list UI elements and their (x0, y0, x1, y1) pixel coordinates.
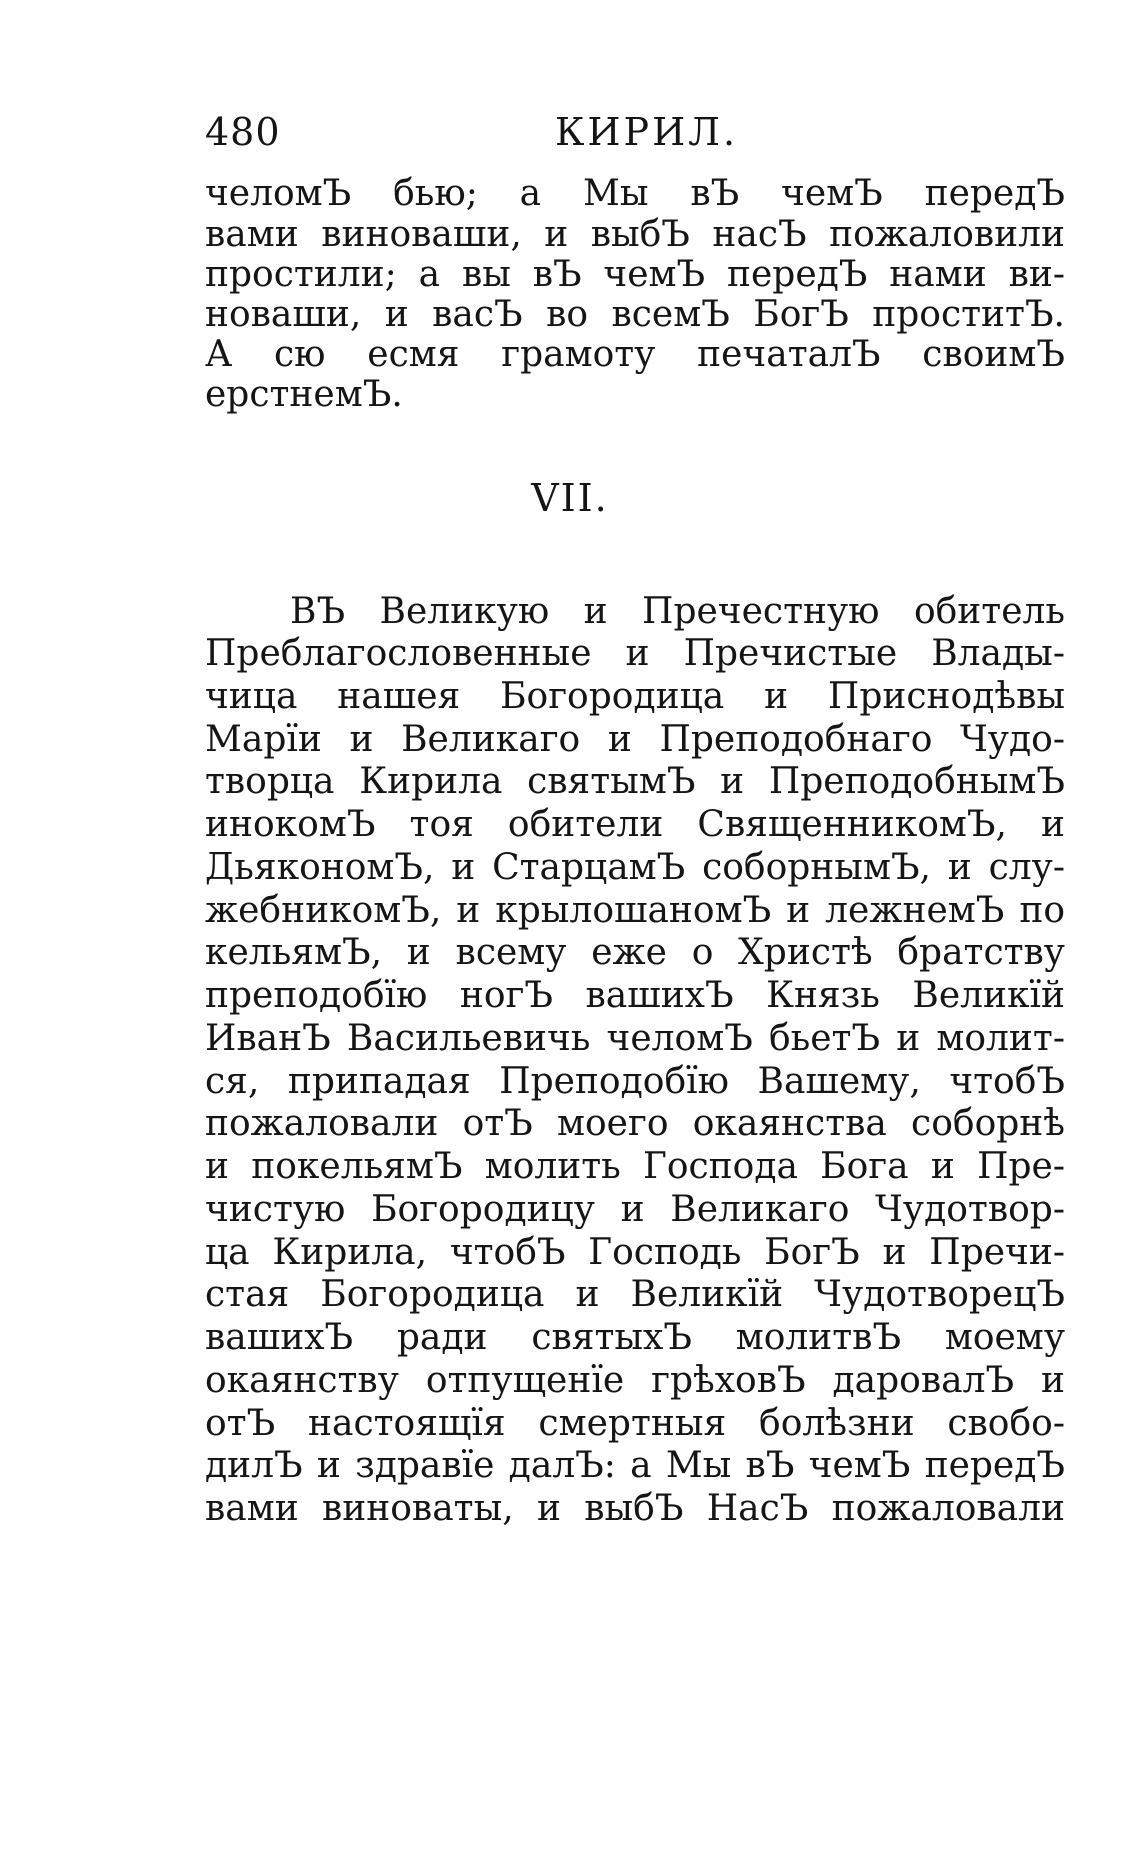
text-line: новаши, и васЪ во всемЪ БогЪ проститЪ. (205, 294, 1065, 335)
text-line: ся, припадая Преподобïю Вашему, чтобЪ (205, 1061, 1065, 1102)
text-line: стая Богородица и Великïй ЧудотворецЪ (205, 1274, 1065, 1315)
text-line: окаянству отпущенïе грѣховЪ даровалЪ и (205, 1360, 1065, 1401)
page-header (205, 110, 1065, 170)
text-line: Преблагословенные и Пречистые Влады- (205, 633, 1065, 674)
text-line: и покельямЪ молить Господа Бога и Пре- (205, 1146, 1065, 1187)
text-line: отЪ настоящïя смертныя болѣзни свобо- (205, 1403, 1065, 1444)
section-number: VII. (531, 476, 609, 520)
text-line: ерстнемЪ. (205, 374, 403, 415)
text-line: чистую Богородицу и Великаго Чудотвор- (205, 1189, 1065, 1230)
text-line: Марïи и Великаго и Преподобнаго Чудо- (205, 719, 1065, 760)
text-line: преподобïю ногЪ вашихЪ Князь Великïй (205, 975, 1065, 1016)
text-line: ИванЪ Васильевичь челомЪ бьетЪ и молит- (205, 1018, 1065, 1059)
text-line: жебникомЪ, и крылошаномЪ и лежнемЪ по (205, 890, 1065, 931)
text-line: пожаловали отЪ моего окаянства соборнѣ (205, 1103, 1065, 1144)
text-line: инокомЪ тоя обители СвященникомЪ, и (205, 804, 1065, 845)
running-title: КИРИЛ. (555, 110, 739, 154)
text-line: ВЪ Великую и Пречестную обитель (290, 591, 1065, 632)
text-line: челомЪ бью; а Мы вЪ чемЪ передЪ (205, 173, 1065, 214)
page-number: 480 (205, 110, 281, 154)
text-line: А сю есмя грамоту печаталЪ своимЪ (205, 334, 1065, 375)
text-line: ца Кирила, чтобЪ Господь БогЪ и Пречи- (205, 1232, 1065, 1273)
text-line: творца Кирила святымЪ и ПреподобнымЪ (205, 761, 1065, 802)
text-line: вами виноваты, и выбЪ НасЪ пожаловали (205, 1488, 1065, 1529)
text-line: кельямЪ, и всему еже о Христѣ братству (205, 932, 1065, 973)
text-line: вами виноваши, и выбЪ насЪ пожаловили (205, 214, 1065, 255)
text-line: чица нашея Богородица и Приснодѣвы (205, 676, 1065, 717)
text-line: простили; а вы вЪ чемЪ передЪ нами ви- (205, 254, 1065, 295)
text-line: вашихЪ ради святыхЪ молитвЪ моему (205, 1317, 1065, 1358)
text-line: дилЪ и здравïе далЪ: а Мы вЪ чемЪ передЪ (205, 1445, 1065, 1486)
text-line: ДьякономЪ, и СтарцамЪ соборнымЪ, и слу- (205, 847, 1065, 888)
